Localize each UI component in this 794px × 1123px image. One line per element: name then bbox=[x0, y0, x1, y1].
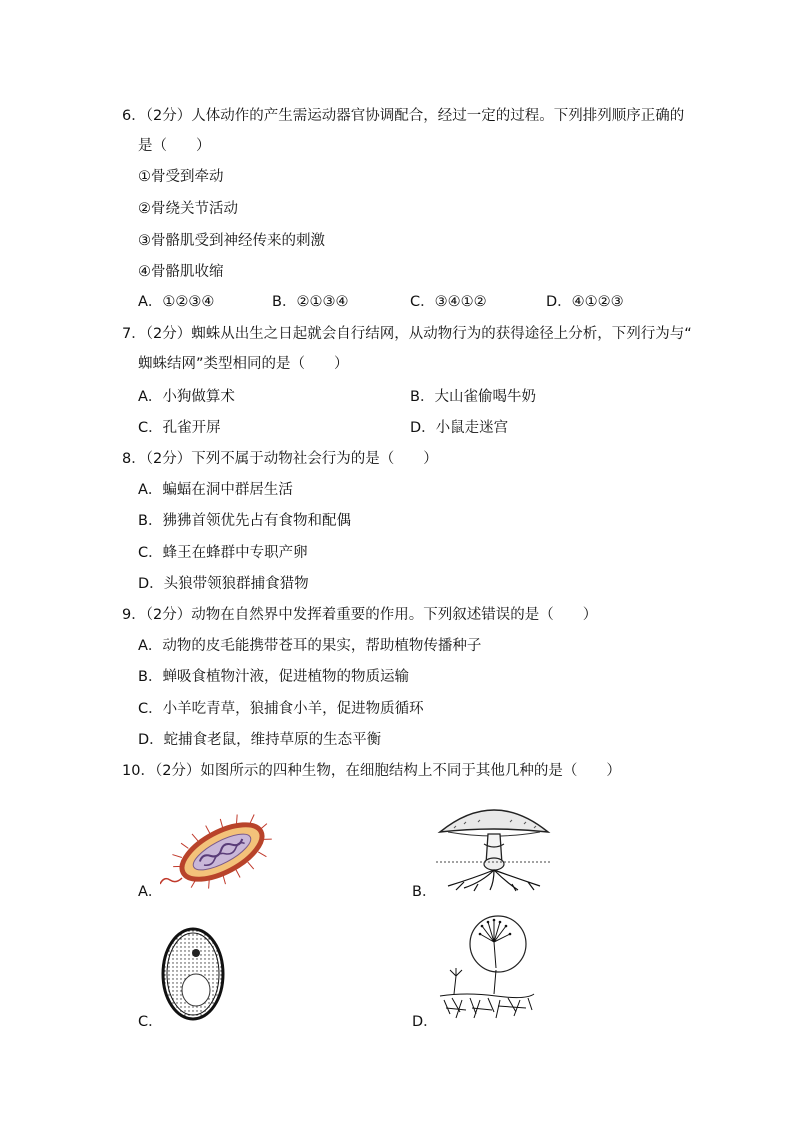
question-8-option-b: B．狒狒首领优先占有食物和配偶 bbox=[138, 513, 351, 529]
question-6-stem-cont: 是（ ） bbox=[138, 138, 211, 154]
question-6-step-1: ①骨受到牵动 bbox=[138, 169, 224, 185]
question-6-option-b: B．②①③④ bbox=[272, 294, 349, 310]
question-9-option-b: B．蝉吸食植物汁液，促进植物的物质运输 bbox=[138, 669, 409, 685]
bacterium-figure bbox=[160, 806, 280, 896]
yeast-cell-figure bbox=[160, 926, 226, 1022]
question-9-stem: 9．（2分）动物在自然界中发挥着重要的作用。下列叙述错误的是（ ） bbox=[122, 607, 598, 623]
question-9-option-a: A．动物的皮毛能携带苍耳的果实，帮助植物传播种子 bbox=[138, 638, 482, 654]
question-10-stem: 10．（2分）如图所示的四种生物，在细胞结构上不同于其他几种的是（ ） bbox=[122, 763, 621, 779]
figure-label-a: A． bbox=[138, 884, 163, 900]
question-6-option-d: D．④①②③ bbox=[546, 294, 624, 310]
question-6-stem: 6．（2分）人体动作的产生需运动器官协调配合，经过一定的过程。下列排列顺序正确的 bbox=[122, 108, 685, 124]
figure-label-d: D． bbox=[412, 1014, 438, 1030]
question-7-option-c: C．孔雀开屏 bbox=[138, 420, 221, 436]
question-9-option-d: D．蛇捕食老鼠，维持草原的生态平衡 bbox=[138, 732, 382, 748]
question-7-option-a: A．小狗做算术 bbox=[138, 389, 235, 405]
question-7-option-d: D．小鼠走迷宫 bbox=[410, 420, 509, 436]
question-6-step-2: ②骨绕关节活动 bbox=[138, 201, 238, 217]
question-8-option-a: A．蝙蝠在洞中群居生活 bbox=[138, 482, 293, 498]
question-8-option-c: C．蜂王在蜂群中专职产卵 bbox=[138, 545, 308, 561]
mushroom-figure bbox=[434, 796, 554, 892]
question-8-option-d: D．头狼带领狼群捕食猎物 bbox=[138, 576, 309, 592]
figure-label-b: B． bbox=[412, 884, 437, 900]
question-6-step-3: ③骨骼肌受到神经传来的刺激 bbox=[138, 233, 325, 249]
question-8-stem: 8．（2分）下列不属于动物社会行为的是（ ） bbox=[122, 451, 438, 467]
question-6-step-4: ④骨骼肌收缩 bbox=[138, 264, 224, 280]
question-6-option-c: C．③④①② bbox=[410, 294, 487, 310]
question-9-option-c: C．小羊吃青草，狼捕食小羊，促进物质循环 bbox=[138, 701, 424, 717]
question-7-stem: 7．（2分）蜘蛛从出生之日起就会自行结网，从动物行为的获得途径上分析，下列行为与“ bbox=[122, 326, 692, 342]
figure-label-c: C． bbox=[138, 1014, 163, 1030]
question-7-stem-cont: 蜘蛛结网”类型相同的是（ ） bbox=[138, 356, 349, 372]
question-6-option-a: A．①②③④ bbox=[138, 294, 215, 310]
question-7-option-b: B．大山雀偷喝牛奶 bbox=[410, 389, 536, 405]
mold-figure bbox=[436, 914, 536, 1026]
